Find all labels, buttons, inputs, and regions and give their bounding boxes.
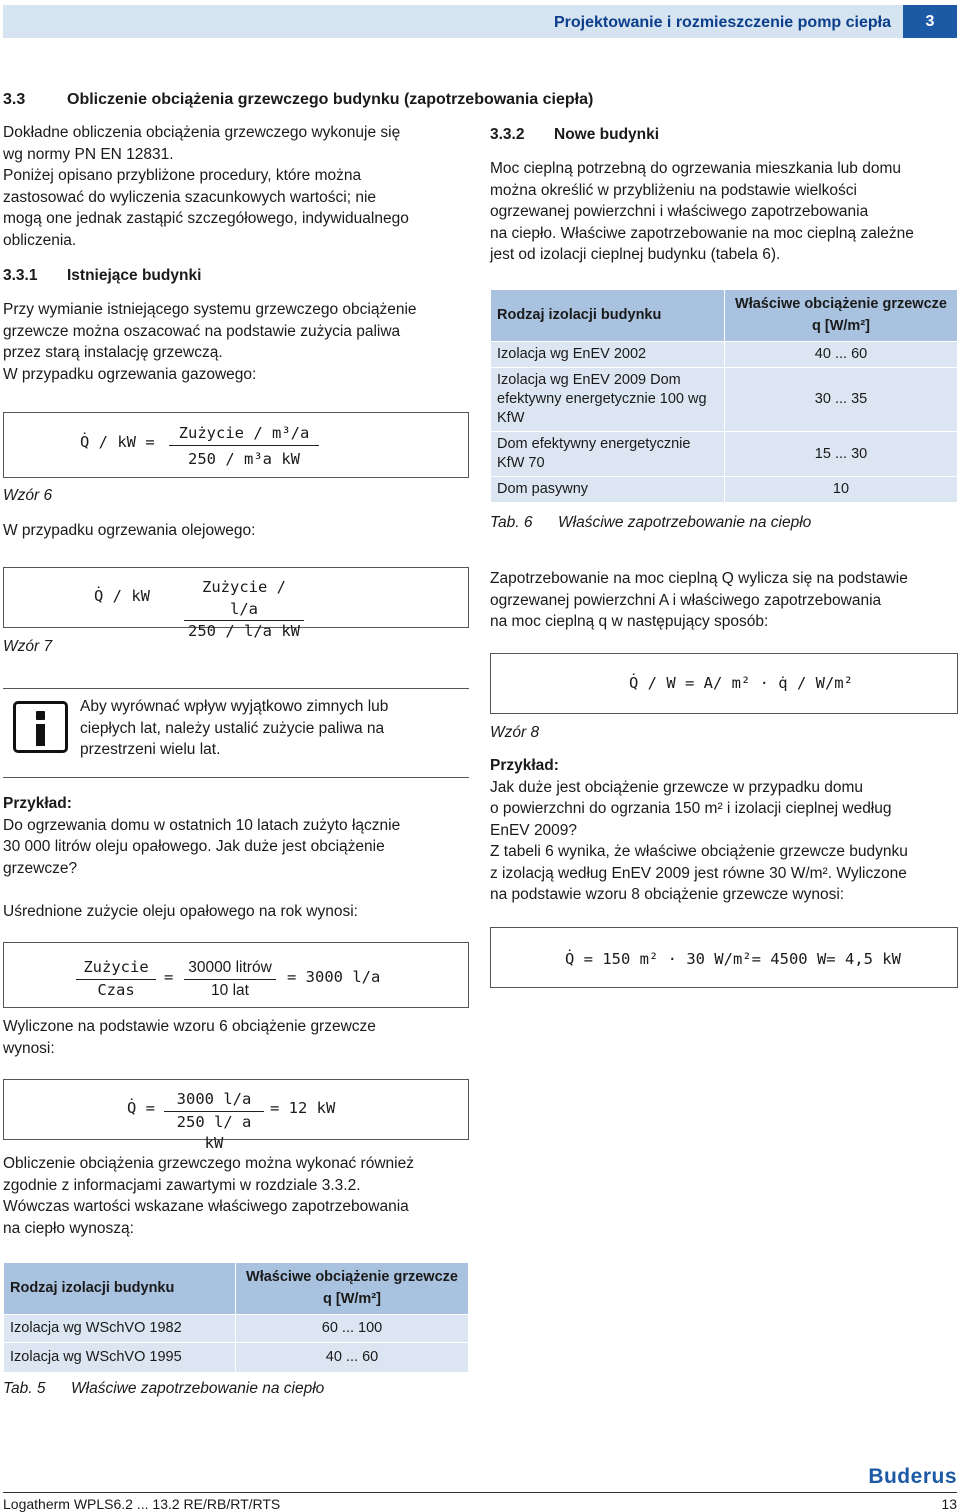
text-line: ogrzewanej powierzchni A i właściwego zapotrzebowania [490,591,882,609]
info-line: przestrzeni wielu lat. [80,741,221,758]
calc-1-box [3,942,469,1008]
text-line: przez starą instalację grzewczą. [3,344,223,361]
table-5 [3,1262,469,1373]
text-line: o powierzchni do ogrzania 150 m² i izolacji cieplnej według [490,800,892,817]
text-line: zgodnie z informacjami zawartymi w rozdziale 3.3.2. [3,1176,361,1194]
avg-consumption-text: Uśrednione zużycie oleju opałowego na rok wynosi: [3,903,358,920]
page-number: 13 [941,1496,957,1512]
table-cell: 10 [725,477,958,503]
calc-1-denominator: Czas [97,980,135,999]
calc-2-lhs: Q̇ = [127,1099,155,1117]
text-line: grzewcze? [3,859,78,877]
text-line: Przy wymianie istniejącego systemu grzewczego obciążenie [3,301,417,318]
footer-divider [3,1492,957,1493]
intro-line: zastosować do wyliczenia szacunkowych wartości; nie [3,188,377,206]
example-title: Przykład: [490,757,559,774]
intro-line: Poniżej opisano przybliżone procedury, które można [3,167,362,184]
subsection-number: 3.3.2 [490,126,525,143]
section-number: 3.3 [3,91,26,108]
section-title-text: Obliczenie obciążenia grzewczego budynku (zapotrzebowania ciepła) [67,91,594,108]
intro-line: wg normy PN EN 12831. [3,145,174,163]
formula-8-box [490,653,958,714]
table-cell: Izolacja wg WSchVO 1982 [4,1315,236,1343]
text-line: na ciepło wynoszą: [3,1219,134,1237]
chapter-number: 3 [903,5,957,38]
table-row [491,342,958,368]
formula-6-box [3,412,469,478]
formula-7-fraction [184,577,304,643]
table-5-caption [3,1378,324,1400]
example-left [3,793,465,879]
text-line: Wyliczone na podstawie wzoru 6 obciążenie grzewcze [3,1018,376,1035]
text-line: Wówczas wartości wskazane właściwego zapotrzebowania [3,1198,409,1215]
formula-7-lhs: Q̇ / kW [94,587,150,605]
text-line: jest od izolacji cieplnej budynku (tabela 6). [490,246,781,263]
table-header: Rodzaj izolacji budynku [491,290,725,342]
table-header: Rodzaj izolacji budynku [4,1263,236,1315]
text-line: W przypadku ogrzewania gazowego: [3,365,257,383]
info-text [80,696,465,761]
table-cell: 40 ... 60 [725,342,958,368]
calc-2-result: = 12 kW [270,1099,336,1117]
text-line: grzewcze można oszacować na podstawie zużycia paliwa [3,322,401,340]
closing-paragraph [3,1153,465,1239]
table-header-row [491,290,958,342]
calc-1-denominator-2: 10 lat [211,981,249,999]
new-buildings-paragraph [490,158,958,266]
subsection-title-text: Istniejące budynki [67,267,202,284]
formula-7-denominator: 250 / l/a kW [188,622,300,640]
table-cell: 60 ... 100 [236,1315,469,1343]
info-line: Aby wyrównać wpływ wyjątkowo zimnych lub [80,698,389,715]
table-cell: 40 ... 60 [236,1343,469,1373]
footer-product: Logatherm WPLS6.2 ... 13.2 RE/RB/RT/RTS [3,1496,281,1512]
text-line: EnEV 2009? [490,821,578,839]
subsection-existing-title [3,265,201,287]
formula-6-label: Wzór 6 [3,487,53,504]
calc-1-fraction-2 [184,957,276,1001]
text-line: Z tabeli 6 wynika, że właściwe obciążenie grzewcze budynku [490,843,908,860]
formula-7-numerator: Zużycie / l/a [202,578,286,618]
text-line: 30 000 litrów oleju opałowego. Jak duże jest obciążenie [3,838,385,855]
table-header: Właściwe obciążenie grzewcze q [W/m²] [725,290,958,342]
table-row [491,477,958,503]
table-row [4,1315,469,1343]
table-cell: Dom efektywny energetycznie KfW 70 [491,432,725,477]
buderus-logo: Buderus [868,1465,957,1488]
calc-3-expression: Q̇ = 150 m² · 30 W/m²= 4500 W= 4,5 kW [565,950,901,968]
intro-line: mogą one jednak zastąpić szczegółowego, indywidualnego [3,210,409,227]
text-line: Do ogrzewania domu w ostatnich 10 latach zużyto łącznie [3,816,401,834]
section-title [3,89,593,111]
example-right [490,755,958,906]
table-row [4,1343,469,1373]
table-row [491,432,958,477]
calc-2-numerator: 3000 l/a [176,1090,252,1108]
calc-3-box [490,927,958,988]
table-caption-text: Właściwe zapotrzebowanie na ciepło [558,514,812,531]
formula-7-box [3,567,469,640]
table-6-caption [490,512,811,534]
table-6 [490,289,958,503]
calc-1-numerator: Zużycie [83,958,149,976]
formula-8-expression: Q̇ / W = A/ m² · q̇ / W/m² [629,674,853,692]
page-header [3,5,957,38]
text-line: z izolacją według EnEV 2009 jest równe 30 W/m². Wyliczone [490,864,907,882]
table-row [491,368,958,432]
formula-6-fraction [169,423,319,470]
table-cell: 15 ... 30 [725,432,958,477]
table-cell: 30 ... 35 [725,368,958,432]
formula-6-lhs: Q̇ / kW = [80,433,155,451]
text-line: na moc cieplną q w następujący sposób: [490,613,769,630]
table-cell: Izolacja wg EnEV 2002 [491,342,725,368]
table-number: Tab. 5 [3,1380,46,1397]
subsection-number: 3.3.1 [3,267,38,284]
calc-1-equals: = [164,968,174,986]
calc-text [3,1016,465,1059]
text-line: Moc cieplną potrzebną do ogrzewania mieszkania lub domu [490,160,901,177]
subsection-title-text: Nowe budynki [554,126,660,143]
text-line: można określić w przybliżeniu na podstawie wielkości [490,181,857,199]
formula-6-denominator: 250 / m³a kW [188,449,300,468]
formula-8-label: Wzór 8 [490,724,540,741]
text-line: na ciepło. Właściwe zapotrzebowanie na moc cieplną zależne [490,224,914,242]
existing-paragraph [3,299,465,385]
text-line: ogrzewanej powierzchni i właściwego zapotrzebowania [490,203,869,220]
formula-7-label: Wzór 7 [3,638,53,655]
header-title: Projektowanie i rozmieszczenie pomp ciepła [554,14,891,31]
info-note [3,688,469,778]
info-icon [13,701,68,753]
intro-line: Dokładne obliczenia obciążenia grzewczego wykonuje się [3,124,401,141]
calc-2-fraction [164,1089,264,1155]
oil-heating-text: W przypadku ogrzewania olejowego: [3,522,256,539]
intro-paragraph [3,122,465,251]
table-number: Tab. 6 [490,514,533,531]
text-line: Jak duże jest obciążenie grzewcze w przypadku domu [490,778,864,796]
subsection-new-title [490,124,659,146]
table-caption-text: Właściwe zapotrzebowanie na ciepło [71,1380,325,1397]
calc-2-denominator: 250 l/ a kW [176,1112,252,1152]
calc-1-result: = 3000 l/a [287,968,381,986]
table-cell: Izolacja wg EnEV 2009 Dom efektywny energetycznie 100 wg KfW [491,368,725,432]
table-header-row [4,1263,469,1315]
q-paragraph [490,568,958,633]
text-line: Obliczenie obciążenia grzewczego można wykonać również [3,1155,414,1172]
text-line: na podstawie wzoru 8 obciążenie grzewcze wynosi: [490,886,845,903]
intro-line: obliczenia. [3,231,77,249]
example-title: Przykład: [3,795,72,812]
table-cell: Izolacja wg WSchVO 1995 [4,1343,236,1373]
text-line: Zapotrzebowanie na moc cieplną Q wylicza się na podstawie [490,570,908,587]
formula-6-numerator: Zużycie / m³/a [178,424,310,442]
calc-1-numerator-2: 30000 litrów [188,959,272,976]
calc-2-box [3,1079,469,1152]
info-line: ciepłych lat, należy ustalić zużycie paliwa na [80,719,385,737]
table-cell: Dom pasywny [491,477,725,503]
text-line: wynosi: [3,1039,55,1057]
table-header: Właściwe obciążenie grzewcze q [W/m²] [236,1263,469,1315]
calc-1-fraction-1 [76,957,156,1001]
